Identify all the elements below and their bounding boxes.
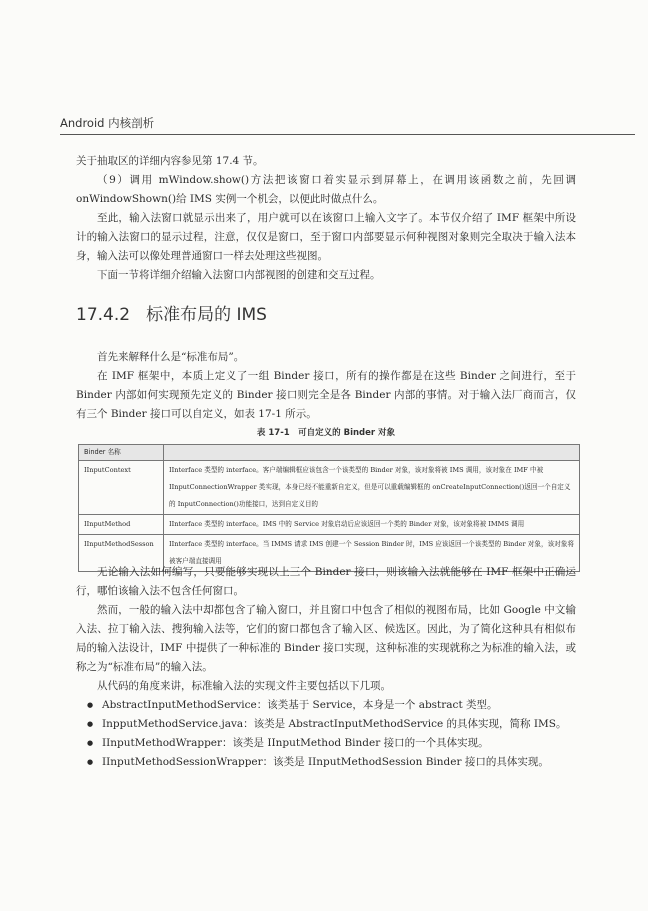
- table-row: [79, 515, 580, 535]
- table-caption: 表 17-1 可自定义的 Binder 对象: [256, 428, 396, 438]
- intro-text-block: [76, 152, 576, 285]
- list-item: ● IInputMethodWrapper：该类是 IInputMethod Binder 接口的一个具体实现。: [76, 734, 576, 753]
- bullet-list: [76, 696, 576, 772]
- section-title: 标准布局的 IMS: [146, 305, 267, 325]
- paragraph: 在 IMF 框架中，本质上定义了一组 Binder 接口，所有的操作都是在这些 Binder 之间进行，至于 Binder 内部如何实现预先定义的 Binder 接口则完全是各 Binder 内部的事情。对于输入法厂商而言，仅有三个 Binder 接口可以自定义，如表 17-1 所示。: [76, 370, 576, 420]
- binder-table: [78, 444, 580, 572]
- paragraph: 从代码的角度来讲，标准输入法的实现文件主要包括以下几项。: [97, 680, 391, 692]
- paragraph: 至此，输入法窗口就显示出来了，用户就可以在该窗口上输入文字了。本节仅介绍了 IMF 框架中所设计的输入法窗口的显示过程，注意，仅仅是窗口，至于窗口内部要显示何种视图对象则完全取决于输入法本身，输入法可以像处理普通窗口一样去处理这些视图。: [76, 212, 576, 262]
- table-cell: IInputMethod: [79, 515, 164, 535]
- after-table-text-block: [76, 563, 576, 772]
- paragraph: 首先来解释什么是“标准布局”。: [97, 351, 245, 363]
- paragraph: 关于抽取区的详细内容参见第 17.4 节。: [76, 155, 264, 167]
- list-item: ● InpputMethodService.java：该类是 AbstractInputMethodService 的具体实现，简称 IMS。: [76, 715, 576, 734]
- table-cell: IInputMethodSesson: [79, 535, 164, 572]
- section-text-block: [76, 348, 576, 424]
- section-number: 17.4.2: [76, 305, 131, 325]
- table-cell: IInterface 类型的 interface。当 IMMS 请求 IMS 创建一个 Session Binder 时，IMS 应该返回一个该类型的 Binder 对象，该对象将被客户端直接调用: [164, 535, 580, 572]
- table-header-row: [79, 445, 580, 461]
- paragraph: 无论输入法如何编写，只要能够实现以上三个 Binder 接口，则该输入法就能够在 IMF 框架中正确运行，哪怕该输入法不包含任何窗口。: [76, 566, 576, 597]
- table-cell: IInterface 类型的 interface。客户端编辑框应该包含一个该类型的 Binder 对象，该对象将被 IMS 调用，该对象在 IMF 中被 IInputConnectionWrapper 类实现，本身已经不能重新自定义，但是可以重载编辑框的 onCreateInputConnection()返回一个自定义的 InputConnection()功能接口，达到自定义目的: [164, 461, 580, 515]
- section-heading: [76, 300, 267, 325]
- table-row: [79, 461, 580, 515]
- list-item: ● IInputMethodSessionWrapper：该类是 IInputMethodSession Binder 接口的具体实现。: [76, 753, 576, 772]
- column-header: Binder 名称: [79, 445, 164, 461]
- table-cell: IInputContext: [79, 461, 164, 515]
- paragraph: 然而，一般的输入法中却都包含了输入窗口，并且窗口中包含了相似的视图布局，比如 Google 中文输入法、拉丁输入法、搜狗输入法等，它们的窗口都包含了输入区、候选区。因此，为了简化这种具有相似布局的输入法设计，IMF 中提供了一种标准的 Binder 接口实现，这种标准的实现就称之为标准的输入法，或称之为“标准布局”的输入法。: [76, 604, 576, 673]
- running-header: Android 内核剖析: [60, 115, 635, 135]
- paragraph: 下面一节将详细介绍输入法窗口内部视图的创建和交互过程。: [97, 269, 381, 281]
- column-header: [164, 445, 580, 461]
- table-cell: IInterface 类型的 interface。IMS 中的 Service 对象启动后应该返回一个类的 Binder 对象，该对象将被 IMMS 调用: [164, 515, 580, 535]
- paragraph: （9）调用 mWindow.show()方法把该窗口着实显示到屏幕上，在调用该函数之前，先回调 onWindowShown()给 IMS 实例一个机会，以便此时做点什么。: [76, 174, 576, 205]
- list-item: ● AbstractInputMethodService：该类基于 Service，本身是一个 abstract 类型。: [76, 696, 576, 715]
